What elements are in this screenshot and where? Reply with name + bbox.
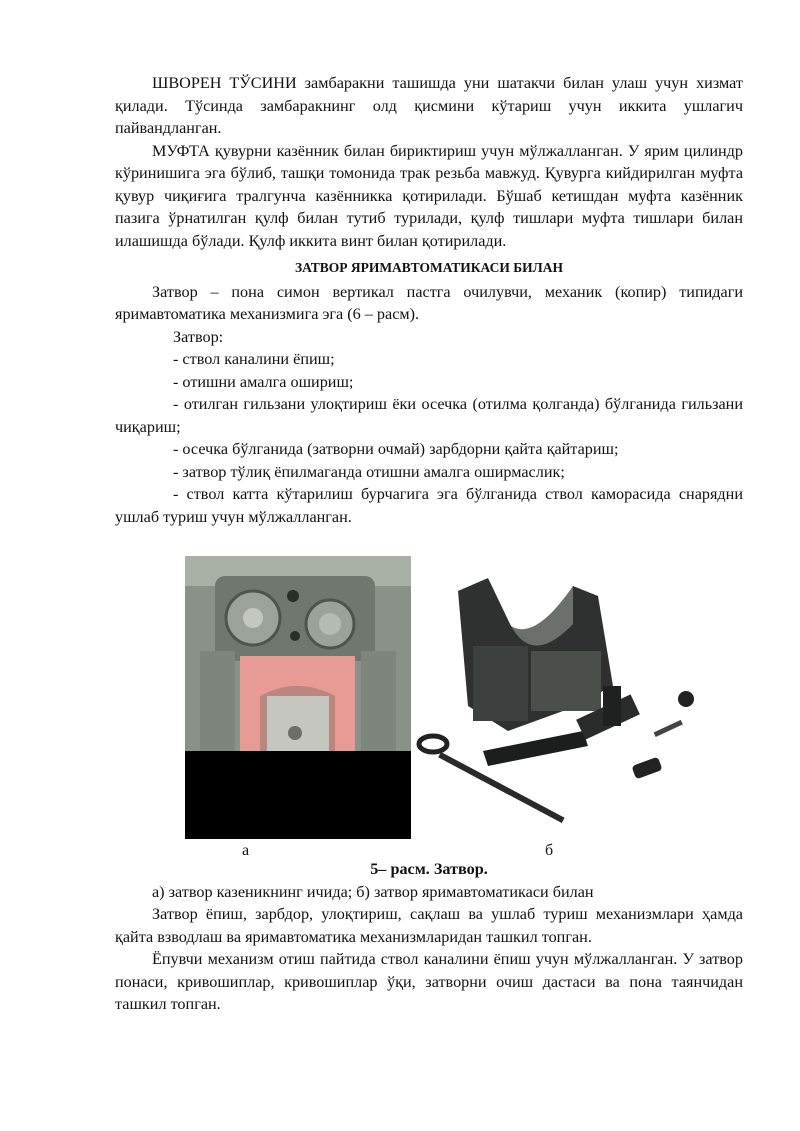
figure-label-a: а — [242, 842, 250, 859]
list-item: - ствол каналини ёпиш; — [173, 350, 335, 368]
list-item: - ствол катта кўтарилиш бурчагига эга бўлганида ствол каморасида снарядни ушлаб туриш учун мўлжалланган. — [115, 485, 743, 526]
figure-caption: 5– расм. Затвор. — [370, 860, 488, 878]
paragraph-mufta-text: қувурни казённик билан бириктириш учун мўлжалланган. У ярим цилиндр кўринишига эга бўлиб, ташқи томонида трак резьба мавжуд. Қувурга кийдирилган муфта қувур чиқиғига тралгунча казённикка қотирилади. Бўшаб кетишдан муфта казённик пазига ўрнатилган қулф билан тутиб турилади, қулф тишлари муфта тишлари билан илашишда бўлади. Қулф иккита винт билан қотирилади. — [115, 141, 743, 250]
breech-parts-photo — [413, 556, 713, 839]
section-title: ЗАТВОР ЯРИМАВТОМАТИКАСИ БИЛАН — [295, 260, 563, 275]
list-item: - затвор тўлиқ ёпилмаганда отишни амалга оширмаслик; — [173, 462, 565, 481]
figure-label-b: б — [545, 842, 554, 859]
closing-paragraph: Затвор ёпиш, зарбдор, улоқтириш, сақлаш ва ушлаб туриш механизмлари ҳамда қайта взводлаш ва яримавтоматика механизмларидан ташкил топган. — [115, 905, 743, 946]
term-mufta: МУФТА — [152, 141, 210, 160]
list-item: - отишни амалга ошириш; — [173, 372, 354, 391]
figure — [115, 556, 743, 859]
document-page — [115, 72, 743, 1016]
list-heading: Затвор: — [173, 327, 224, 346]
list-item: - осечка бўлганида (затворни очмай) зарбдорни қайта қайтариш; — [173, 440, 619, 458]
list-item: - отилган гильзани улоқтириш ёки осечка (отилма қолганда) бўлганида гильзани чиқариш; — [115, 395, 743, 436]
intro-paragraph: Затвор – пона симон вертикал пастга очилувчи, механик (копир) типидаги яримавтоматика механизмига эга (6 – расм). — [115, 282, 743, 323]
figure-subcaption: а) затвор казеникнинг ичида; б) затвор яримавтоматикаси билан — [152, 882, 594, 901]
breech-interior-photo — [185, 556, 411, 839]
paragraph-shvoren — [115, 72, 743, 140]
term-shvoren: ШВОРЕН ТЎСИНИ — [152, 74, 297, 92]
paragraph-mufta — [115, 140, 743, 253]
closing-paragraph: Ёпувчи механизм отиш пайтида ствол каналини ёпиш учун мўлжалланган. У затвор понаси, кривошиплар, кривошиплар ўқи, затворни очиш дастаси ва пона таянчидан ташкил топган. — [115, 950, 743, 1013]
paragraph-shvoren-text: замбаракни ташишда уни шатакчи билан улаш учун хизмат қилади. Тўсинда замбаракнинг олд қисмини кўтариш учун иккита ушлагич пайвандланган. — [115, 74, 743, 137]
